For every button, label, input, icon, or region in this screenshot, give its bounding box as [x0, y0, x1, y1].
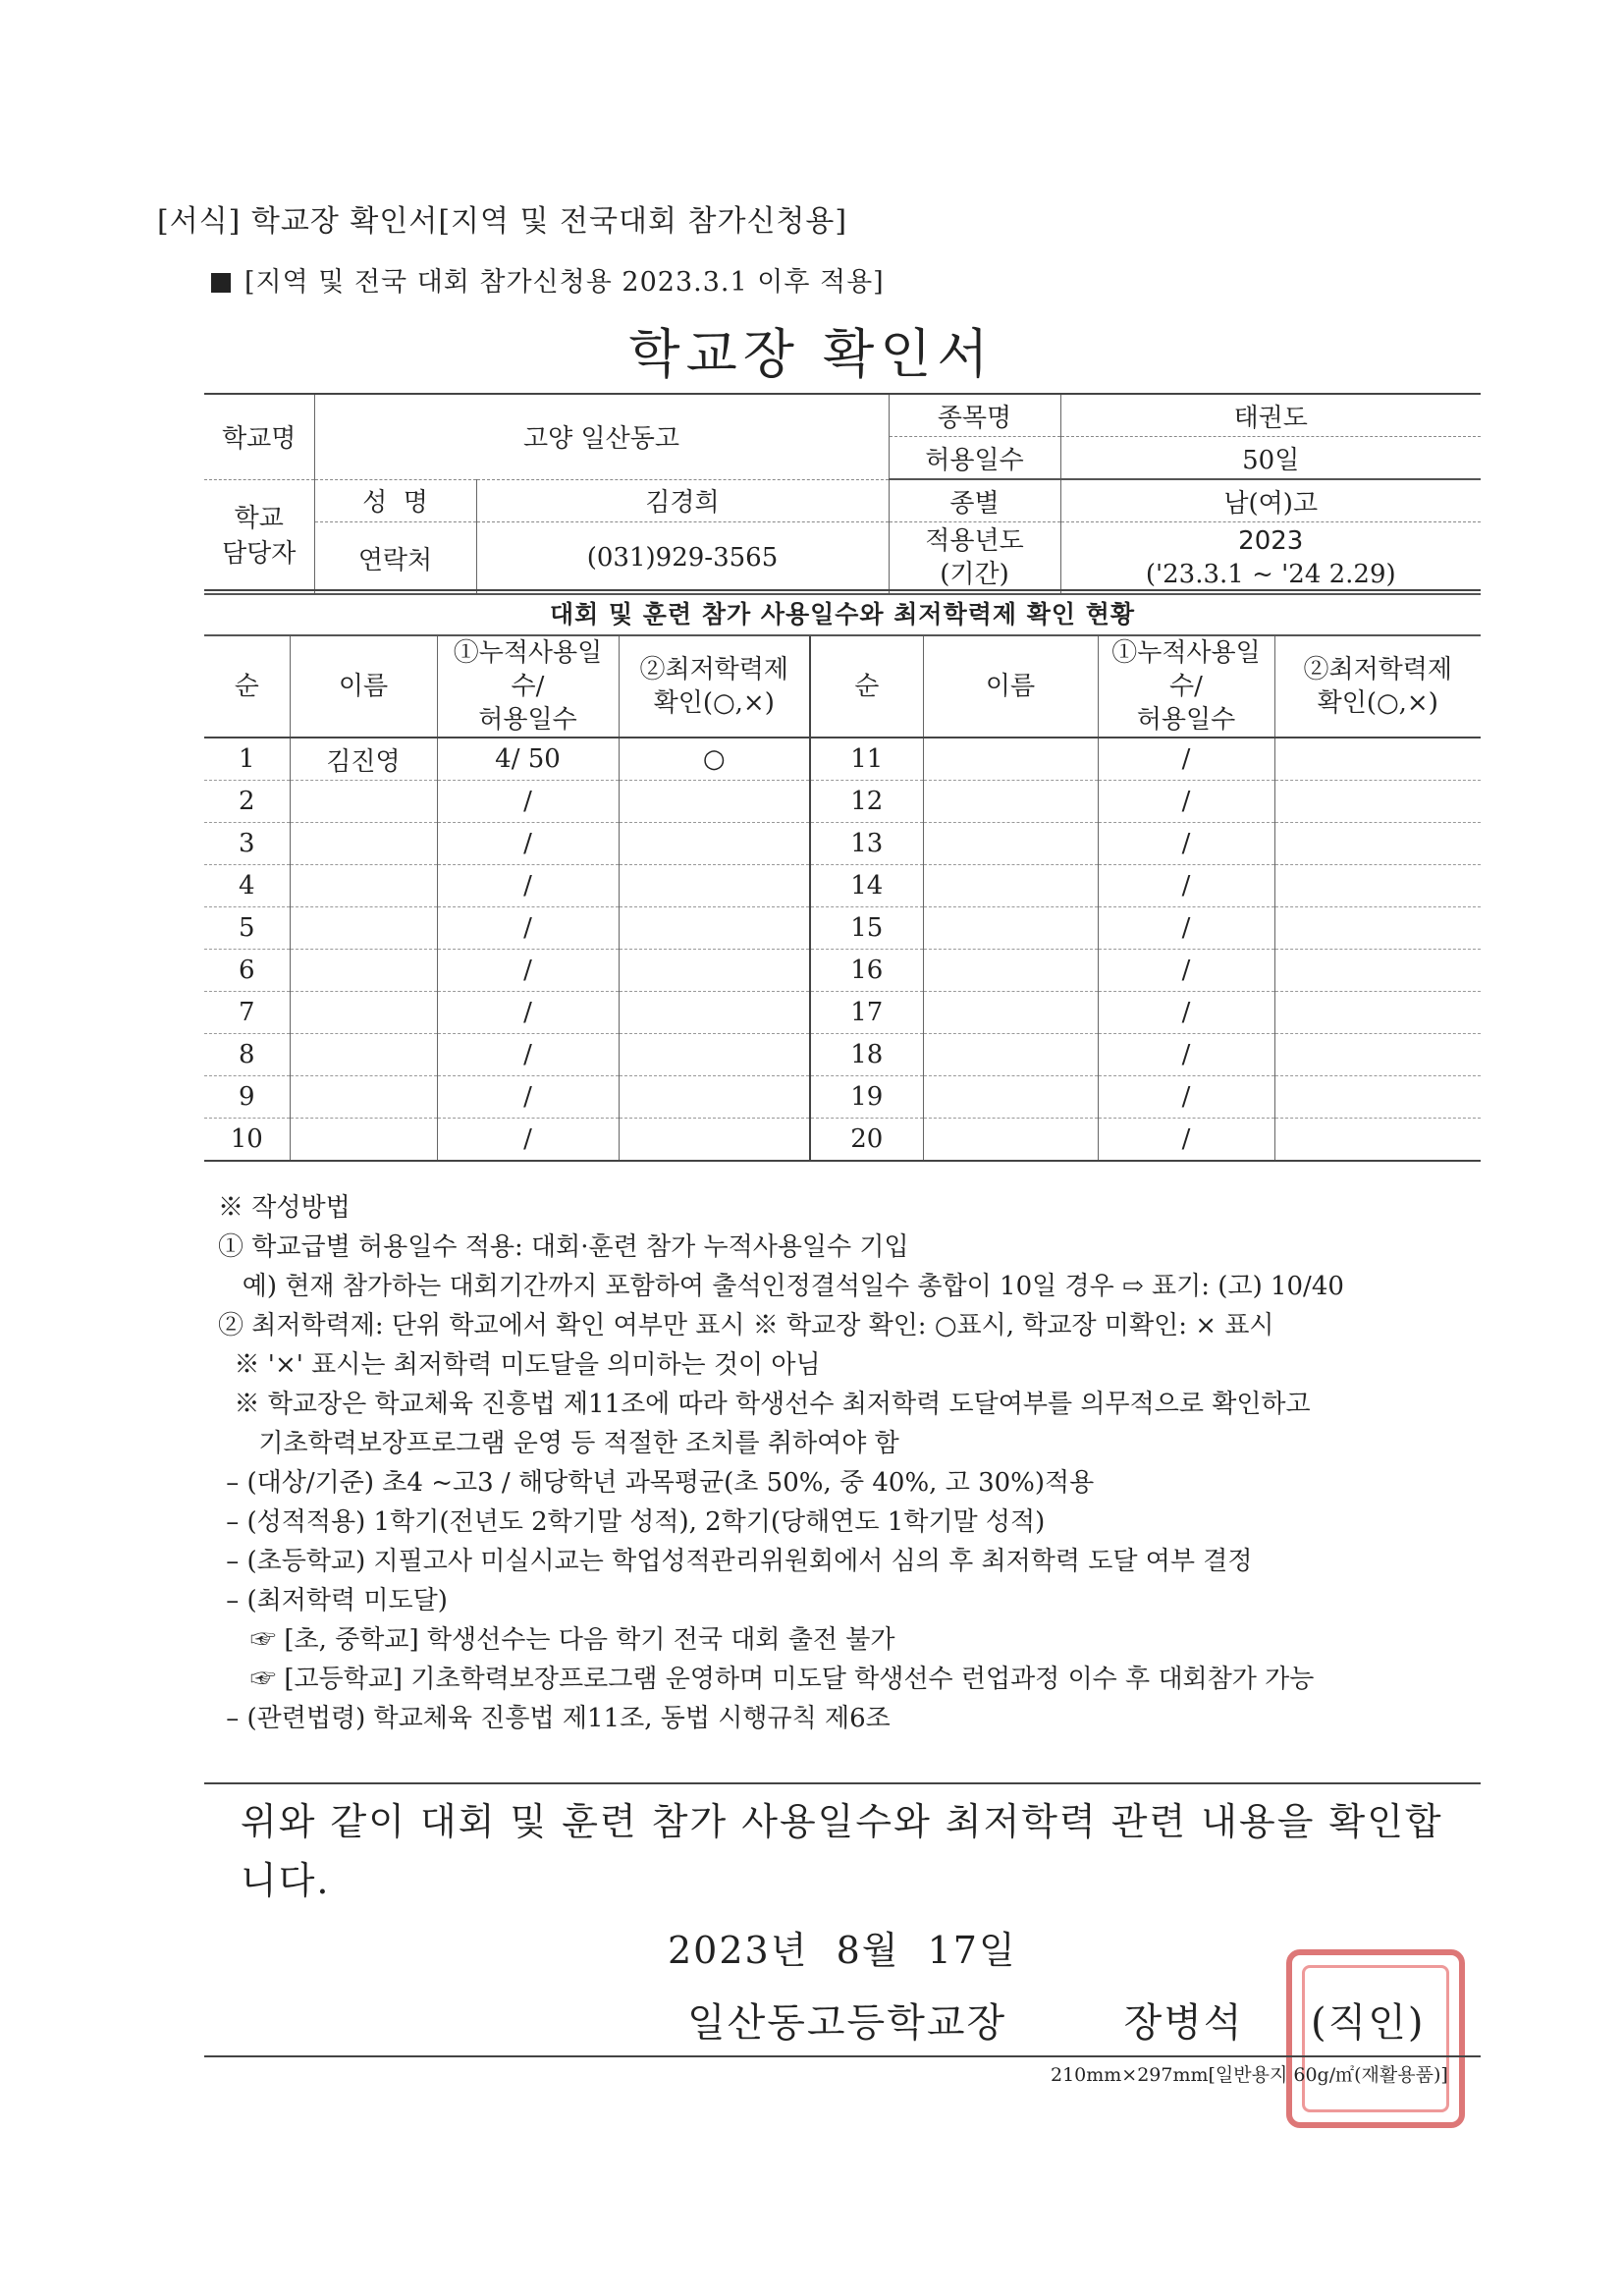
cell-r-min — [1274, 1076, 1481, 1119]
school-label: 학교명 — [204, 394, 314, 479]
contact-value: (031)929-3565 — [476, 522, 889, 595]
table-row — [204, 1076, 1481, 1119]
contact-label: 연락처 — [314, 522, 476, 595]
cell-l-days: / — [437, 992, 619, 1034]
cell-l-name: 김진영 — [290, 738, 437, 781]
col-min-left-l2: 확인(○,×) — [653, 688, 775, 718]
col-days-left-l1: ①누적사용일수/ — [453, 638, 603, 701]
col-no-left: 순 — [204, 635, 290, 738]
col-days-left-l2: 허용일수 — [478, 705, 577, 735]
cell-l-name — [290, 950, 437, 992]
col-min-right-l2: 확인(○,×) — [1317, 688, 1438, 718]
principal-name: 장병석 — [1123, 2000, 1244, 2046]
manager-label — [204, 479, 314, 594]
cell-l-no: 8 — [204, 1034, 290, 1076]
col-min-left — [619, 635, 810, 738]
note-line: ※ 작성방법 — [218, 1193, 351, 1223]
issue-date: 2023년 8월 17일 — [668, 1929, 1017, 1972]
confirm-statement: 위와 같이 대회 및 훈련 참가 사용일수와 최저학력 관련 내용을 확인합니다. — [241, 1800, 1443, 1902]
cell-l-min — [619, 907, 810, 950]
cell-r-days: / — [1098, 907, 1274, 950]
col-min-right — [1274, 635, 1481, 738]
signature-line — [687, 1992, 1243, 2048]
col-min-right-l1: ②최저학력제 — [1303, 655, 1453, 684]
cell-r-name — [923, 907, 1098, 950]
cell-l-no: 2 — [204, 781, 290, 823]
cell-r-name — [923, 1119, 1098, 1162]
square-bullet-icon — [211, 273, 231, 293]
year-label-line2: (기간) — [940, 560, 1009, 589]
name-value: 김경희 — [476, 479, 889, 522]
note-line: 기초학력보장프로그램 운영 등 적절한 조치를 취하여야 함 — [218, 1429, 899, 1458]
principal-title: 일산동고등학교장 — [687, 2000, 1007, 2046]
cell-l-days: / — [437, 1119, 619, 1162]
seal-label: (직인) — [1311, 2000, 1426, 2046]
usage-table — [204, 589, 1481, 1162]
cell-l-name — [290, 992, 437, 1034]
cell-l-no: 4 — [204, 865, 290, 907]
divider-bottom — [204, 2055, 1481, 2057]
cell-r-no: 11 — [810, 738, 923, 781]
cell-l-no: 1 — [204, 738, 290, 781]
table-row — [204, 865, 1481, 907]
cell-r-days: / — [1098, 1076, 1274, 1119]
year-label-line1: 적용년도 — [925, 526, 1024, 556]
cell-l-no: 5 — [204, 907, 290, 950]
table-row — [204, 1034, 1481, 1076]
col-name-right: 이름 — [923, 635, 1098, 738]
cell-r-days: / — [1098, 992, 1274, 1034]
cell-l-min — [619, 781, 810, 823]
cell-r-days: / — [1098, 1119, 1274, 1162]
cell-r-min — [1274, 823, 1481, 865]
cell-r-name — [923, 992, 1098, 1034]
note-line: ☞ [고등학교] 기초학력보장프로그램 운영하며 미도달 학생선수 런업과정 이수 후 대회참가 가능 — [218, 1665, 1315, 1694]
page-title: 학교장 확인서 — [628, 323, 995, 385]
table-row — [204, 738, 1481, 781]
manager-label-line1: 학교 — [234, 504, 284, 534]
cell-l-no: 3 — [204, 823, 290, 865]
cell-r-no: 13 — [810, 823, 923, 865]
note-line: 예) 현재 참가하는 대회기간까지 포함하여 출석인정결석일수 총합이 10일 경우 ⇨ 표기: (고) 10/40 — [218, 1272, 1344, 1301]
cell-r-name — [923, 781, 1098, 823]
col-name-left: 이름 — [290, 635, 437, 738]
table-row — [204, 823, 1481, 865]
note-line: ※ 학교장은 학교체육 진흥법 제11조에 따라 학생선수 최저학력 도달여부를 의무적으로 확인하고 — [218, 1390, 1311, 1419]
cell-r-no: 20 — [810, 1119, 923, 1162]
cell-l-days: / — [437, 823, 619, 865]
year-value-line1: 2023 — [1238, 526, 1304, 556]
cell-r-no: 17 — [810, 992, 923, 1034]
cell-r-no: 12 — [810, 781, 923, 823]
cell-l-name — [290, 865, 437, 907]
table-row — [204, 992, 1481, 1034]
cell-l-days: / — [437, 907, 619, 950]
cell-r-name — [923, 950, 1098, 992]
cell-r-name — [923, 823, 1098, 865]
table-caption: 대회 및 훈련 참가 사용일수와 최저학력제 확인 현황 — [204, 590, 1481, 635]
col-days-left — [437, 635, 619, 738]
cell-l-min: ○ — [619, 738, 810, 781]
period-value: ('23.3.1 ~ '24 2.29) — [1145, 560, 1396, 589]
cell-r-min — [1274, 1119, 1481, 1162]
name-label: 성 명 — [314, 479, 476, 522]
cell-r-min — [1274, 907, 1481, 950]
cell-l-days: / — [437, 865, 619, 907]
type-label: 종별 — [889, 479, 1060, 522]
cell-r-name — [923, 865, 1098, 907]
cell-r-min — [1274, 781, 1481, 823]
cell-r-no: 16 — [810, 950, 923, 992]
event-label: 종목명 — [889, 394, 1060, 437]
cell-l-min — [619, 950, 810, 992]
allowed-days-label: 허용일수 — [889, 437, 1060, 480]
cell-r-name — [923, 738, 1098, 781]
subtitle-text: [지역 및 전국 대회 참가신청용 2023.3.1 이후 적용] — [244, 267, 885, 298]
school-value: 고양 일산동고 — [314, 394, 889, 479]
cell-r-days: / — [1098, 781, 1274, 823]
year-label — [889, 522, 1060, 595]
cell-r-days: / — [1098, 823, 1274, 865]
cell-r-days: / — [1098, 1034, 1274, 1076]
cell-l-days: / — [437, 950, 619, 992]
cell-l-name — [290, 1034, 437, 1076]
paper-spec: 210mm×297mm[일반용지 60g/㎡(재활용품)] — [1051, 2064, 1448, 2086]
form-label: [서식] 학교장 확인서[지역 및 전국대회 참가신청용] — [157, 204, 848, 239]
cell-r-min — [1274, 992, 1481, 1034]
note-line: ② 최저학력제: 단위 학교에서 확인 여부만 표시 ※ 학교장 확인: ○표시, 학교장 미확인: × 표시 — [218, 1311, 1274, 1340]
cell-r-min — [1274, 950, 1481, 992]
allowed-days-value: 50일 — [1060, 437, 1481, 480]
cell-l-min — [619, 992, 810, 1034]
col-no-right: 순 — [810, 635, 923, 738]
cell-r-days: / — [1098, 950, 1274, 992]
note-line: – (성적적용) 1학기(전년도 2학기말 성적), 2학기(당해연도 1학기말 성적) — [218, 1507, 1046, 1537]
cell-r-min — [1274, 1034, 1481, 1076]
cell-r-days: / — [1098, 738, 1274, 781]
cell-l-days: 4/ 50 — [437, 738, 619, 781]
cell-l-days: / — [437, 1034, 619, 1076]
cell-l-days: / — [437, 781, 619, 823]
cell-r-min — [1274, 738, 1481, 781]
cell-l-no: 7 — [204, 992, 290, 1034]
cell-l-name — [290, 781, 437, 823]
cell-l-no: 9 — [204, 1076, 290, 1119]
cell-r-no: 19 — [810, 1076, 923, 1119]
cell-l-min — [619, 1034, 810, 1076]
col-min-left-l1: ②최저학력제 — [639, 655, 789, 684]
cell-l-min — [619, 1119, 810, 1162]
type-value: 남(여)고 — [1060, 479, 1481, 522]
note-line: – (초등학교) 지필고사 미실시교는 학업성적관리위원회에서 심의 후 최저학력 도달 여부 결정 — [218, 1547, 1253, 1576]
cell-r-no: 15 — [810, 907, 923, 950]
table-row — [204, 907, 1481, 950]
cell-l-name — [290, 907, 437, 950]
note-line: ① 학교급별 허용일수 적용: 대회·훈련 참가 누적사용일수 기입 — [218, 1232, 909, 1262]
year-value — [1060, 522, 1481, 595]
col-days-right-l1: ①누적사용일수/ — [1111, 638, 1261, 701]
cell-r-name — [923, 1076, 1098, 1119]
cell-l-name — [290, 1076, 437, 1119]
note-line: – (관련법령) 학교체육 진흥법 제11조, 동법 시행규칙 제6조 — [218, 1704, 891, 1733]
cell-l-no: 10 — [204, 1119, 290, 1162]
info-table — [204, 393, 1481, 595]
note-line: – (대상/기준) 초4 ~고3 / 해당학년 과목평균(초 50%, 중 40%, 고 30%)적용 — [218, 1468, 1095, 1498]
cell-r-no: 18 — [810, 1034, 923, 1076]
cell-r-days: / — [1098, 865, 1274, 907]
cell-r-min — [1274, 865, 1481, 907]
cell-l-min — [619, 865, 810, 907]
cell-l-name — [290, 823, 437, 865]
table-row — [204, 950, 1481, 992]
col-days-right-l2: 허용일수 — [1136, 705, 1236, 735]
cell-l-min — [619, 823, 810, 865]
writing-guide — [218, 1188, 1344, 1738]
note-line: ☞ [초, 중학교] 학생선수는 다음 학기 전국 대회 출전 불가 — [218, 1625, 895, 1655]
cell-l-days: / — [437, 1076, 619, 1119]
col-days-right — [1098, 635, 1274, 738]
subtitle — [211, 260, 885, 299]
cell-l-min — [619, 1076, 810, 1119]
note-line: ※ '×' 표시는 최저학력 미도달을 의미하는 것이 아님 — [218, 1350, 821, 1380]
cell-r-name — [923, 1034, 1098, 1076]
table-row — [204, 781, 1481, 823]
cell-r-no: 14 — [810, 865, 923, 907]
event-value: 태권도 — [1060, 394, 1481, 437]
divider-top — [204, 1782, 1481, 1784]
manager-label-line2: 담당자 — [222, 539, 297, 570]
cell-l-no: 6 — [204, 950, 290, 992]
note-line: – (최저학력 미도달) — [218, 1586, 448, 1615]
cell-l-name — [290, 1119, 437, 1162]
table-row — [204, 1119, 1481, 1162]
